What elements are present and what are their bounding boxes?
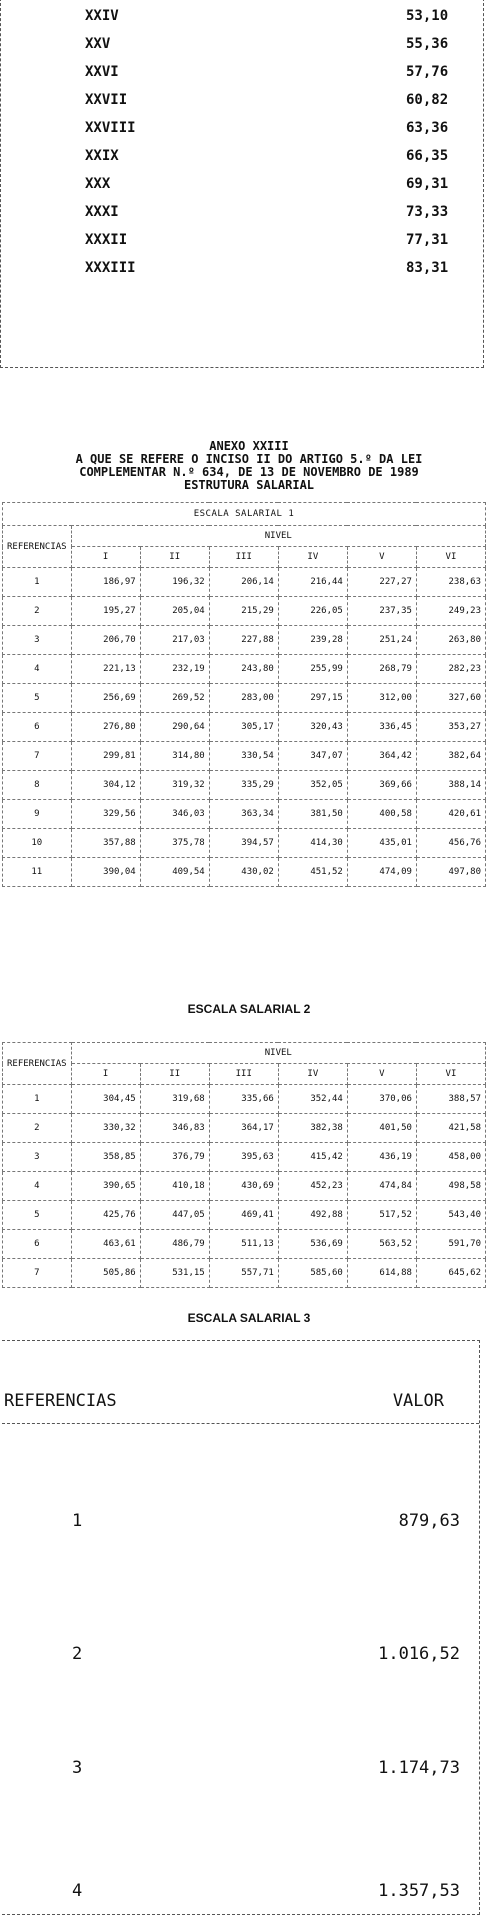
table-row	[3, 684, 486, 713]
value-cell: 363,34	[209, 800, 278, 829]
reference-label: XXIX	[85, 148, 119, 164]
value-cell: 1.016,52	[378, 1644, 460, 1664]
value-cell: 536,69	[278, 1230, 347, 1259]
table-row	[1, 204, 485, 232]
value-cell: 206,14	[209, 568, 278, 597]
table-row	[1, 176, 485, 204]
value-cell: 243,80	[209, 655, 278, 684]
value-cell: 463,61	[71, 1230, 140, 1259]
value-cell: 511,13	[209, 1230, 278, 1259]
value-cell: 283,00	[209, 684, 278, 713]
level-header: II	[140, 1064, 209, 1085]
value-cell: 420,61	[416, 800, 485, 829]
value-cell: 239,28	[278, 626, 347, 655]
table-row	[3, 568, 486, 597]
table-row	[3, 1085, 486, 1114]
value-cell: 543,40	[416, 1201, 485, 1230]
value-cell: 358,85	[71, 1143, 140, 1172]
value-cell: 451,52	[278, 858, 347, 887]
value-cell: 196,32	[140, 568, 209, 597]
reference-cell: 2	[3, 1114, 72, 1143]
value-cell: 364,17	[209, 1114, 278, 1143]
level-header: V	[347, 1064, 416, 1085]
reference-cell: 6	[3, 713, 72, 742]
value-cell: 232,19	[140, 655, 209, 684]
value-cell: 531,15	[140, 1259, 209, 1288]
table-row	[1, 260, 485, 288]
salary-scale-2-table	[2, 1042, 486, 1288]
value-cell: 400,58	[347, 800, 416, 829]
value-cell: 458,00	[416, 1143, 485, 1172]
value-cell: 314,80	[140, 742, 209, 771]
reference-cell: 5	[3, 684, 72, 713]
reference-value: 57,76	[406, 64, 449, 80]
value-cell: 304,45	[71, 1085, 140, 1114]
reference-cell: 4	[3, 1172, 72, 1201]
level-header: VI	[416, 1064, 485, 1085]
value-cell: 390,04	[71, 858, 140, 887]
reference-label: XXV	[85, 36, 111, 52]
value-cell: 330,32	[71, 1114, 140, 1143]
value-cell: 357,88	[71, 829, 140, 858]
level-header: I	[71, 547, 140, 568]
value-header: VALOR	[392, 1391, 444, 1411]
value-cell: 410,18	[140, 1172, 209, 1201]
annex-subtitle-line3: ESTRUTURA SALARIAL	[183, 478, 315, 492]
value-cell: 381,50	[278, 800, 347, 829]
reference-value: 83,31	[406, 260, 449, 276]
value-cell: 227,88	[209, 626, 278, 655]
value-cell: 585,60	[278, 1259, 347, 1288]
value-cell: 557,71	[209, 1259, 278, 1288]
reference-cell: 4	[3, 655, 72, 684]
reference-cell: 1	[72, 1511, 83, 1531]
reference-cell: 7	[3, 742, 72, 771]
value-cell: 256,69	[71, 684, 140, 713]
value-cell: 375,78	[140, 829, 209, 858]
value-cell: 319,68	[140, 1085, 209, 1114]
value-cell: 312,00	[347, 684, 416, 713]
table-row	[3, 626, 486, 655]
value-cell: 329,56	[71, 800, 140, 829]
value-cell: 269,52	[140, 684, 209, 713]
value-cell: 319,32	[140, 771, 209, 800]
level-header: V	[347, 547, 416, 568]
value-cell: 282,23	[416, 655, 485, 684]
reference-cell: 1	[3, 1085, 72, 1114]
value-cell: 415,42	[278, 1143, 347, 1172]
value-cell: 352,05	[278, 771, 347, 800]
value-cell: 563,52	[347, 1230, 416, 1259]
value-cell: 390,65	[71, 1172, 140, 1201]
level-header: III	[209, 1064, 278, 1085]
value-cell: 395,63	[209, 1143, 278, 1172]
annex-title: ANEXO XXIII	[209, 439, 289, 453]
table-row	[3, 713, 486, 742]
value-cell: 497,80	[416, 858, 485, 887]
value-cell: 255,99	[278, 655, 347, 684]
value-cell: 369,66	[347, 771, 416, 800]
value-cell: 435,01	[347, 829, 416, 858]
continuation-table	[0, 0, 484, 368]
value-cell: 353,27	[416, 713, 485, 742]
table-row	[1, 36, 485, 64]
value-cell: 382,64	[416, 742, 485, 771]
reference-label: XXVIII	[85, 120, 136, 136]
value-cell: 388,57	[416, 1085, 485, 1114]
reference-label: XXXI	[85, 204, 119, 220]
value-cell: 237,35	[347, 597, 416, 626]
value-cell: 221,13	[71, 655, 140, 684]
table-row	[3, 829, 486, 858]
value-cell: 370,06	[347, 1085, 416, 1114]
value-cell: 517,52	[347, 1201, 416, 1230]
value-cell: 505,86	[71, 1259, 140, 1288]
value-cell: 382,38	[278, 1114, 347, 1143]
table-row	[1, 8, 485, 36]
value-cell: 352,44	[278, 1085, 347, 1114]
reference-value: 60,82	[406, 92, 449, 108]
reference-label: XXIV	[85, 8, 119, 24]
value-cell: 226,05	[278, 597, 347, 626]
value-cell: 336,45	[347, 713, 416, 742]
table-row	[3, 858, 486, 887]
value-cell: 327,60	[416, 684, 485, 713]
nivel-header: NIVEL	[71, 526, 485, 547]
reference-label: XXX	[85, 176, 111, 192]
reference-cell: 9	[3, 800, 72, 829]
reference-label: XXVII	[85, 92, 128, 108]
reference-value: 69,31	[406, 176, 449, 192]
annex-heading	[0, 440, 498, 492]
value-cell: 330,54	[209, 742, 278, 771]
nivel-header: NIVEL	[71, 1043, 485, 1064]
table-row	[3, 597, 486, 626]
value-cell: 320,43	[278, 713, 347, 742]
reference-cell: 10	[3, 829, 72, 858]
value-cell: 409,54	[140, 858, 209, 887]
reference-cell: 3	[3, 1143, 72, 1172]
value-cell: 401,50	[347, 1114, 416, 1143]
value-cell: 1.174,73	[378, 1758, 460, 1778]
salary-scale-1-caption: ESCALA SALARIAL 1	[3, 503, 486, 526]
value-cell: 430,02	[209, 858, 278, 887]
value-cell: 195,27	[71, 597, 140, 626]
table-row	[3, 800, 486, 829]
references-header: REFERENCIAS	[3, 1043, 72, 1085]
annex-subtitle-line1: A QUE SE REFERE O INCISO II DO ARTIGO 5.º DA LEI	[75, 452, 423, 466]
table-row	[3, 1114, 486, 1143]
reference-cell: 2	[3, 597, 72, 626]
value-cell: 456,76	[416, 829, 485, 858]
value-cell: 186,97	[71, 568, 140, 597]
level-header: IV	[278, 547, 347, 568]
references-header: REFERENCIAS	[4, 1391, 117, 1411]
value-cell: 335,29	[209, 771, 278, 800]
table-row	[3, 742, 486, 771]
table-row	[3, 1230, 486, 1259]
level-header: II	[140, 547, 209, 568]
reference-cell: 6	[3, 1230, 72, 1259]
value-cell: 486,79	[140, 1230, 209, 1259]
reference-cell: 5	[3, 1201, 72, 1230]
value-cell: 205,04	[140, 597, 209, 626]
value-cell: 421,58	[416, 1114, 485, 1143]
value-cell: 645,62	[416, 1259, 485, 1288]
reference-value: 66,35	[406, 148, 449, 164]
value-cell: 474,84	[347, 1172, 416, 1201]
value-cell: 346,83	[140, 1114, 209, 1143]
salary-scale-3-title: ESCALA SALARIAL 3	[187, 1311, 311, 1325]
reference-cell: 4	[72, 1881, 83, 1901]
value-cell: 425,76	[71, 1201, 140, 1230]
value-cell: 447,05	[140, 1201, 209, 1230]
value-cell: 206,70	[71, 626, 140, 655]
value-cell: 388,14	[416, 771, 485, 800]
level-header: IV	[278, 1064, 347, 1085]
reference-cell: 3	[3, 626, 72, 655]
table-row	[1, 148, 485, 176]
value-cell: 238,63	[416, 568, 485, 597]
table-row	[3, 1201, 486, 1230]
value-cell: 498,58	[416, 1172, 485, 1201]
table-row	[3, 1172, 486, 1201]
salary-scale-2-title: ESCALA SALARIAL 2	[187, 1002, 311, 1016]
reference-value: 55,36	[406, 36, 449, 52]
reference-label: XXXII	[85, 232, 128, 248]
value-cell: 879,63	[398, 1511, 460, 1531]
value-cell: 414,30	[278, 829, 347, 858]
value-cell: 276,80	[71, 713, 140, 742]
table-row	[1, 120, 485, 148]
reference-cell: 3	[72, 1758, 83, 1778]
value-cell: 346,03	[140, 800, 209, 829]
reference-value: 53,10	[406, 8, 449, 24]
value-cell: 469,41	[209, 1201, 278, 1230]
value-cell: 474,09	[347, 858, 416, 887]
annex-subtitle-line2: COMPLEMENTAR N.º 634, DE 13 DE NOVEMBRO DE 1989	[79, 465, 419, 479]
reference-cell: 11	[3, 858, 72, 887]
value-cell: 335,66	[209, 1085, 278, 1114]
table-row	[1, 64, 485, 92]
reference-value: 77,31	[406, 232, 449, 248]
table-row	[1, 232, 485, 260]
value-cell: 297,15	[278, 684, 347, 713]
reference-cell: 8	[3, 771, 72, 800]
salary-scale-1-table	[2, 502, 486, 887]
value-cell: 251,24	[347, 626, 416, 655]
references-header: REFERENCIAS	[3, 526, 72, 568]
reference-value: 63,36	[406, 120, 449, 136]
value-cell: 215,29	[209, 597, 278, 626]
table-row	[3, 771, 486, 800]
value-cell: 249,23	[416, 597, 485, 626]
value-cell: 304,12	[71, 771, 140, 800]
table-row	[3, 1259, 486, 1288]
value-cell: 376,79	[140, 1143, 209, 1172]
value-cell: 227,27	[347, 568, 416, 597]
value-cell: 1.357,53	[378, 1881, 460, 1901]
value-cell: 305,17	[209, 713, 278, 742]
table-row	[3, 655, 486, 684]
table-row	[1, 92, 485, 120]
salary-scale-3-table	[2, 1340, 480, 1915]
value-cell: 217,03	[140, 626, 209, 655]
level-header: I	[71, 1064, 140, 1085]
level-header: III	[209, 547, 278, 568]
value-cell: 591,70	[416, 1230, 485, 1259]
value-cell: 452,23	[278, 1172, 347, 1201]
value-cell: 290,64	[140, 713, 209, 742]
value-cell: 436,19	[347, 1143, 416, 1172]
reference-cell: 2	[72, 1644, 83, 1664]
value-cell: 394,57	[209, 829, 278, 858]
value-cell: 268,79	[347, 655, 416, 684]
value-cell: 430,69	[209, 1172, 278, 1201]
value-cell: 347,07	[278, 742, 347, 771]
value-cell: 492,88	[278, 1201, 347, 1230]
value-cell: 299,81	[71, 742, 140, 771]
table-row	[3, 1143, 486, 1172]
reference-label: XXVI	[85, 64, 119, 80]
value-cell: 364,42	[347, 742, 416, 771]
reference-cell: 1	[3, 568, 72, 597]
reference-value: 73,33	[406, 204, 449, 220]
value-cell: 263,80	[416, 626, 485, 655]
reference-label: XXXIII	[85, 260, 136, 276]
header-divider	[2, 1423, 479, 1424]
value-cell: 614,88	[347, 1259, 416, 1288]
value-cell: 216,44	[278, 568, 347, 597]
level-header: VI	[416, 547, 485, 568]
reference-cell: 7	[3, 1259, 72, 1288]
